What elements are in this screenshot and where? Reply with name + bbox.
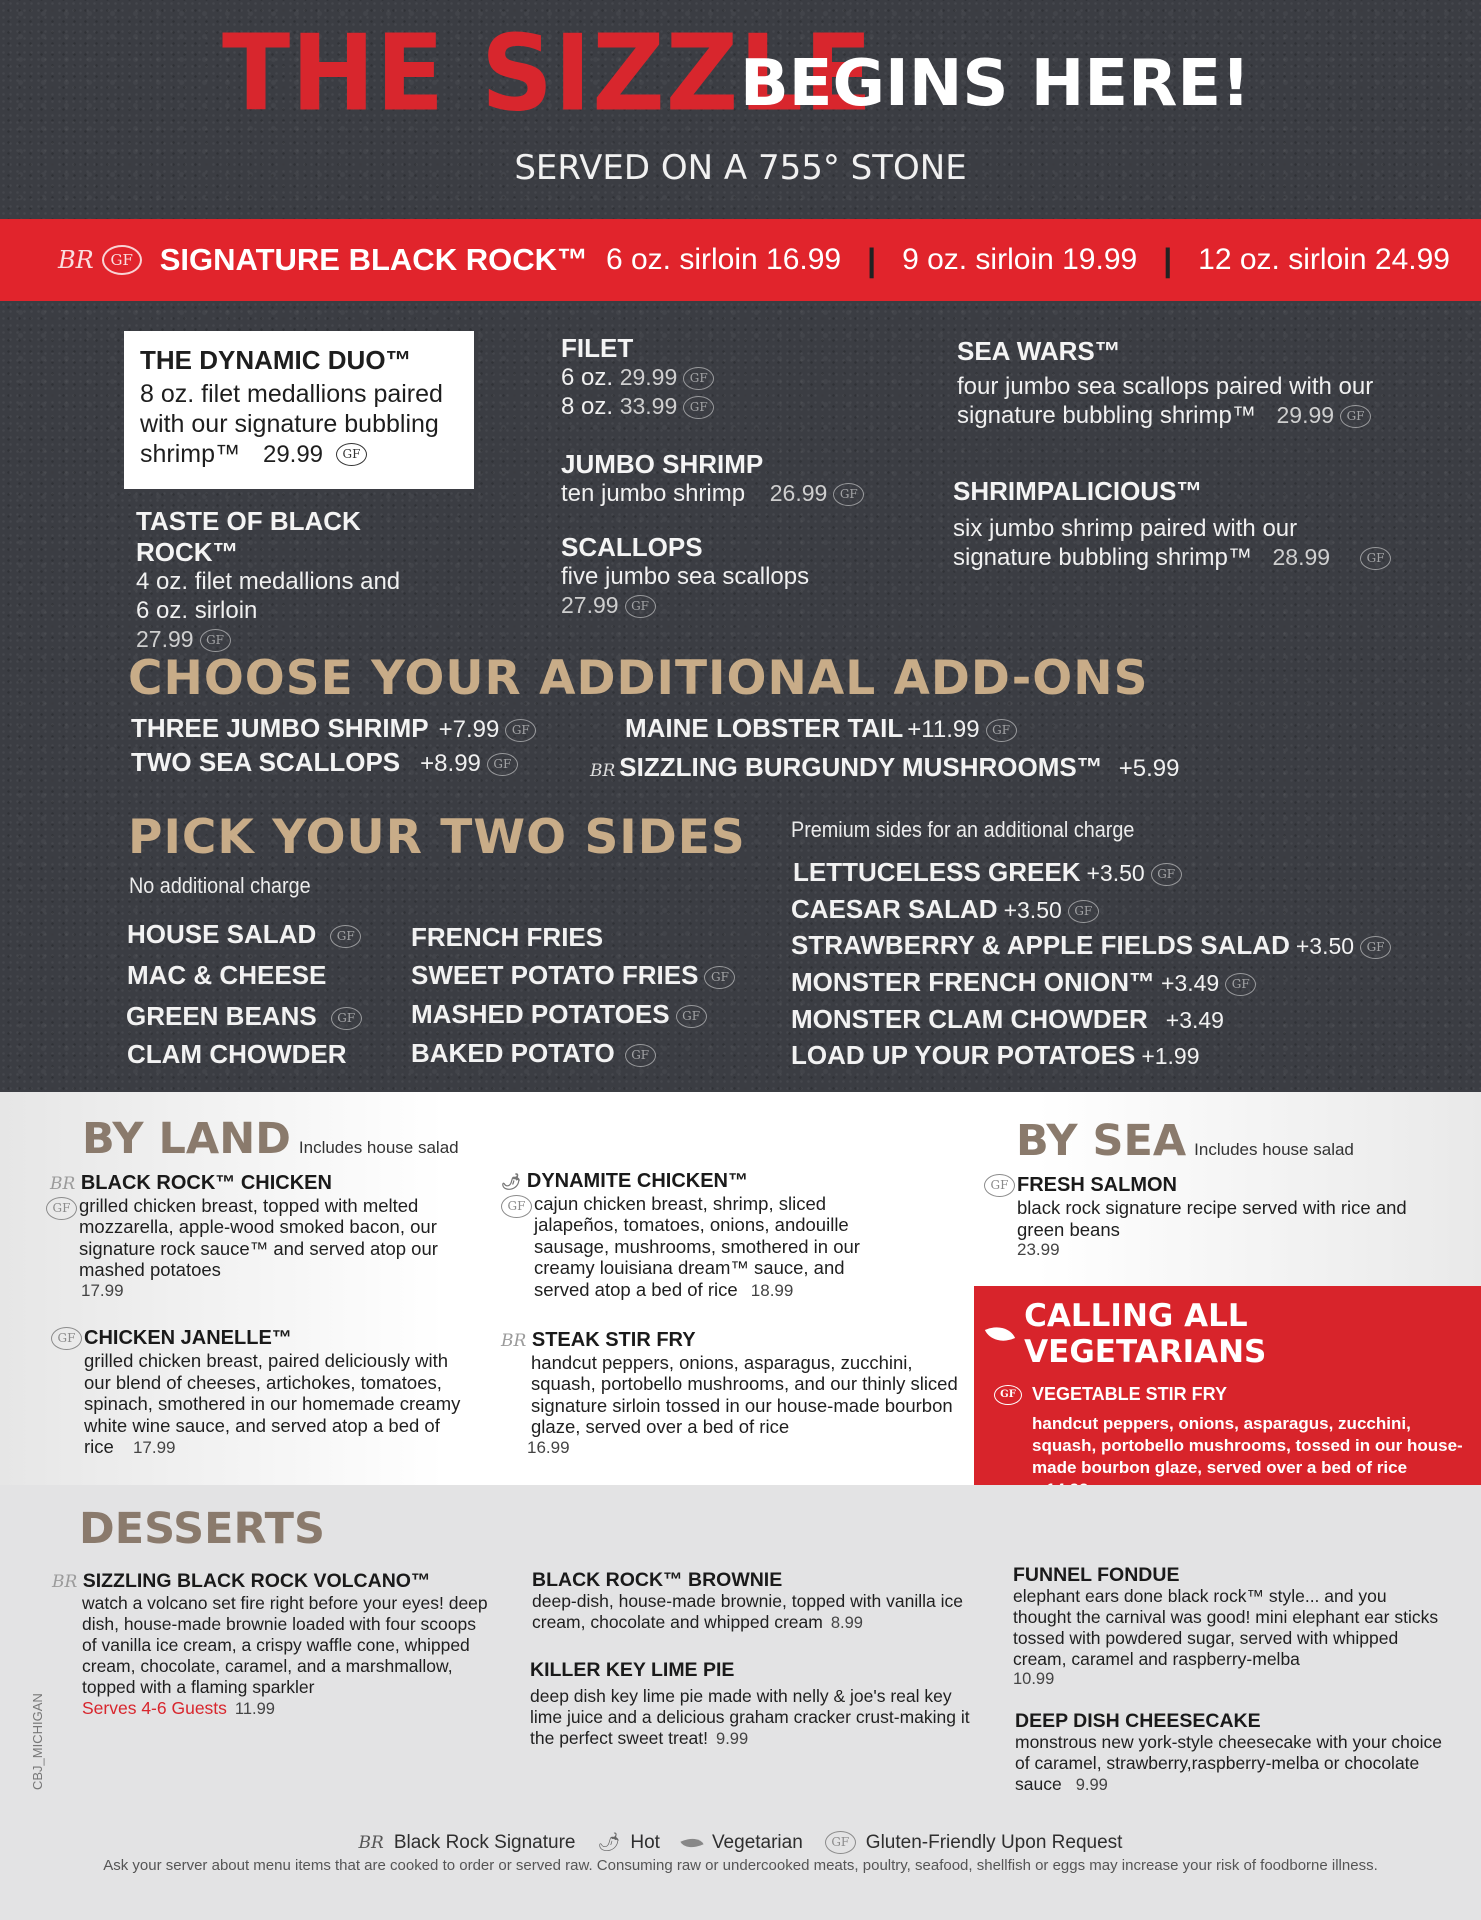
side-price: +3.49	[1165, 1007, 1224, 1033]
item-desc: black rock signature recipe served with rice and green beans	[1017, 1197, 1407, 1240]
desserts-heading: DESSERTS	[79, 1504, 325, 1554]
signature-option: 12 oz. sirloin 24.99	[1198, 243, 1450, 276]
deep-dish-cheesecake	[1015, 1710, 1445, 1796]
funnel-fondue	[1013, 1564, 1443, 1689]
side-item: SWEET POTATO FRIES GF	[411, 962, 735, 989]
item-desc: 8 oz. filet medallions paired with our signature bubbling shrimp™ 29.99 GF	[140, 379, 443, 468]
item-price: 16.99	[527, 1437, 570, 1457]
key-lime-pie	[530, 1659, 970, 1750]
subtitle: SERVED ON A 755° STONE	[514, 148, 967, 188]
item-price: 17.99	[81, 1280, 124, 1300]
item-desc: five jumbo sea scallops	[561, 563, 810, 591]
item-desc: monstrous new york-style cheesecake with your choice of caramel, strawberry,raspberry-melba or chocolate sauce	[1015, 1732, 1442, 1795]
legend-signature: Black Rock Signature	[393, 1831, 576, 1853]
br-signature-icon: BR	[50, 1174, 76, 1194]
separator: |	[867, 241, 877, 278]
addon-item: THREE JUMBO SHRIMP +7.99 GF	[131, 713, 536, 744]
leaf-icon	[985, 1320, 1015, 1348]
item-price: 27.99	[561, 591, 619, 618]
side-item: FRENCH FRIES	[411, 922, 604, 952]
side-price: +1.99	[1141, 1043, 1200, 1069]
gluten-friendly-icon: GF	[683, 367, 714, 390]
premium-side: MONSTER FRENCH ONION™ +3.49 GF	[791, 969, 1256, 996]
item-price: 17.99	[132, 1438, 176, 1458]
fresh-salmon	[984, 1174, 1444, 1260]
premium-side: CAESAR SALAD +3.50 GF	[791, 896, 1099, 923]
item-price: 9.99	[716, 1730, 749, 1749]
item-price: 29.99	[262, 440, 324, 468]
gluten-friendly-icon: GF	[683, 396, 714, 419]
scallops	[561, 532, 931, 619]
side-item: HOUSE SALAD GF	[127, 921, 361, 948]
side-price: +3.49	[1161, 970, 1220, 996]
side-price: +3.50	[1295, 933, 1355, 959]
gluten-friendly-icon: GF	[1340, 405, 1371, 428]
item-desc: handcut peppers, onions, asparagus, zucchini, squash, portobello mushrooms, and our thinly sliced signature sirloin tossed in our house-made bourbon glaze, served over a bed of rice	[531, 1352, 958, 1438]
side-item: MAC & CHEESE	[127, 960, 327, 990]
item-desc: signature bubbling shrimp™	[957, 401, 1256, 429]
item-price: 9.99	[1075, 1776, 1108, 1795]
item-name: THE DYNAMIC DUO™	[140, 345, 412, 375]
side-price: +3.50	[1003, 897, 1062, 923]
br-signature-icon: BR	[358, 1832, 384, 1853]
legend	[0, 1831, 1481, 1854]
region-code: CBJ_MICHIGAN	[30, 1693, 45, 1790]
separator: |	[1163, 241, 1173, 278]
item-name: SIZZLING BLACK ROCK VOLCANO™	[82, 1570, 431, 1592]
item-price: 29.99	[1276, 401, 1335, 428]
item-desc: 6 oz. sirloin	[136, 597, 258, 625]
item-name: TASTE OF BLACK ROCK™	[136, 506, 361, 568]
br-signature-icon: BR	[52, 1572, 78, 1592]
item-price: 10.99	[1013, 1670, 1055, 1689]
item-price: 18.99	[750, 1280, 794, 1300]
item-desc: six jumbo shrimp paired with our	[953, 515, 1298, 543]
gluten-friendly-icon: GF	[994, 1385, 1022, 1405]
section-note: Includes house salad	[298, 1138, 459, 1157]
item-desc: grilled chicken breast, topped with melted mozzarella, apple-wood smoked bacon, our signature rock sauce™ and served atop our mashed potatoes	[79, 1195, 438, 1281]
item-name: DYNAMITE CHICKEN™	[526, 1170, 748, 1192]
gluten-friendly-icon: GF	[1360, 547, 1391, 570]
legend-hot: Hot	[630, 1831, 660, 1853]
by-land-heading: BY LAND Includes house salad	[82, 1114, 459, 1164]
signature-option: 9 oz. sirloin 19.99	[902, 243, 1138, 276]
taste-of-black-rock	[136, 506, 466, 653]
sides-heading: PICK YOUR TWO SIDES	[128, 810, 746, 865]
gluten-friendly-icon: GF	[625, 1044, 656, 1067]
item-desc: deep dish key lime pie made with nelly & joe's real key lime juice and a delicious graham cracker crust-making it the perfect sweet treat!	[530, 1686, 970, 1749]
item-price: 26.99	[769, 480, 828, 507]
item-price: 27.99	[136, 625, 194, 652]
br-signature-icon: BR	[58, 246, 94, 274]
addon-item: BR SIZZLING BURGUNDY MUSHROOMS™ +5.99	[590, 752, 1180, 782]
item-price: 23.99	[1017, 1240, 1060, 1260]
gluten-friendly-icon: GF	[200, 629, 231, 652]
item-desc: signature bubbling shrimp™	[953, 543, 1252, 571]
item-name: STEAK STIR FRY	[531, 1329, 696, 1351]
chicken-janelle	[51, 1327, 471, 1458]
addons-heading: CHOOSE YOUR ADDITIONAL ADD-ONS	[128, 651, 1149, 706]
premium-side: LOAD UP YOUR POTATOES +1.99	[791, 1040, 1200, 1070]
item-name: FILET	[561, 333, 634, 363]
side-item: BAKED POTATO GF	[411, 1040, 656, 1067]
section-note: Includes house salad	[1194, 1140, 1354, 1159]
item-name: BLACK ROCK™ CHICKEN	[80, 1172, 332, 1194]
gluten-friendly-icon: GF	[331, 1007, 362, 1030]
item-name: JUMBO SHRIMP	[561, 449, 764, 479]
gluten-friendly-icon: GF	[1151, 863, 1182, 886]
hot-pepper-icon: 🌶	[597, 1832, 621, 1852]
gluten-friendly-icon: GF	[1068, 900, 1099, 923]
no-charge-note: No additional charge	[129, 873, 311, 898]
item-name: FRESH SALMON	[1017, 1174, 1177, 1196]
disclaimer: Ask your server about menu items that are cooked to order or served raw. Consuming raw or undercooked meats, poultry, seafood, shellfish or eggs may increase your risk of foodborne illness.	[103, 1857, 1378, 1874]
premium-side: STRAWBERRY & APPLE FIELDS SALAD +3.50 GF	[791, 932, 1391, 959]
premium-side: LETTUCELESS GREEK +3.50 GF	[793, 859, 1182, 886]
item-desc: ten jumbo shrimp	[561, 480, 746, 508]
item-price: 29.99	[619, 364, 678, 391]
gluten-friendly-icon: GF	[336, 443, 367, 466]
item-price: 28.99	[1272, 543, 1331, 570]
serves-note: Serves 4-6 Guests	[82, 1697, 227, 1718]
item-price: 8.99	[830, 1614, 863, 1633]
legend-vegetarian: Vegetarian	[711, 1831, 803, 1853]
dynamic-duo-card	[124, 331, 474, 489]
item-desc: deep-dish, house-made brownie, topped with vanilla ice cream, chocolate and whipped cream	[532, 1591, 963, 1633]
volcano	[52, 1570, 492, 1719]
side-item: GREEN BEANS GF	[126, 1003, 362, 1030]
item-name: VEGETABLE STIR FRY	[1032, 1384, 1228, 1404]
black-rock-chicken	[50, 1172, 490, 1301]
by-sea-heading: BY SEA Includes house salad	[1016, 1116, 1354, 1166]
premium-note: Premium sides for an additional charge	[791, 817, 1135, 842]
item-name: BLACK ROCK™ BROWNIE	[532, 1569, 783, 1591]
item-desc: four jumbo sea scallops paired with our	[957, 373, 1374, 401]
addon-item: MAINE LOBSTER TAIL +11.99 GF	[625, 713, 1017, 744]
jumbo-shrimp	[561, 449, 931, 509]
signature-option: 6 oz. sirloin 16.99	[605, 243, 842, 276]
hot-pepper-icon: 🌶	[501, 1174, 522, 1191]
gluten-friendly-icon: GF	[102, 245, 142, 275]
item-name: CHICKEN JANELLE™	[84, 1327, 292, 1349]
gluten-friendly-icon: GF	[1360, 936, 1391, 959]
addon-price: +8.99	[420, 750, 481, 777]
br-signature-icon: BR	[590, 761, 616, 781]
item-name: DEEP DISH CHEESECAKE	[1015, 1710, 1261, 1732]
gluten-friendly-icon: GF	[625, 595, 656, 618]
item-name: SEA WARS™	[957, 336, 1121, 366]
title-sizzle: THE SIZZLE	[222, 12, 874, 135]
item-desc: elephant ears done black rock™ style... and you thought the carnival was good! mini elephant ear sticks tossed with powdered sugar, served with whipped cream, caramel and raspberry-melba	[1013, 1586, 1439, 1670]
gluten-friendly-icon: GF	[51, 1327, 82, 1350]
filet	[561, 333, 861, 422]
gluten-friendly-icon: GF	[330, 925, 361, 948]
gluten-friendly-icon: GF	[984, 1174, 1015, 1197]
item-desc: 4 oz. filet medallions and	[136, 568, 401, 596]
item-price: 11.99	[234, 1699, 275, 1718]
item-name: KILLER KEY LIME PIE	[530, 1659, 735, 1681]
vegetarian-box	[974, 1286, 1481, 1485]
shrimpalicious	[953, 476, 1453, 573]
addon-price: +11.99	[907, 716, 980, 743]
vegetarian-heading: CALLING ALL VEGETARIANS	[1024, 1298, 1267, 1370]
br-signature-icon: BR	[501, 1331, 527, 1351]
side-item: MASHED POTATOES GF	[411, 1001, 707, 1028]
item-desc: cajun chicken breast, shrimp, sliced jalapeños, tomatoes, onions, andouille sausage, mushrooms, smothered in our creamy louisiana dream™ sauce, and served atop a bed of rice	[534, 1193, 860, 1300]
side-price: +3.50	[1086, 860, 1145, 886]
addon-price: +5.99	[1118, 755, 1180, 782]
addon-item: TWO SEA SCALLOPS +8.99 GF	[131, 747, 518, 778]
item-name: FUNNEL FONDUE	[1013, 1564, 1180, 1586]
signature-name: SIGNATURE BLACK ROCK™	[159, 242, 588, 277]
gluten-friendly-icon: GF	[704, 966, 735, 989]
gluten-friendly-icon: GF	[833, 483, 864, 506]
item-desc: grilled chicken breast, paired deliciously with our blend of cheeses, artichokes, tomatoes, spinach, smothered in our homemade creamy white wine sauce, and served atop a bed of rice	[84, 1350, 461, 1458]
signature-bar	[0, 219, 1481, 301]
item-name: SHRIMPALICIOUS™	[953, 476, 1203, 506]
size: 6 oz.	[561, 364, 614, 392]
gluten-friendly-icon: GF	[505, 719, 536, 742]
gluten-friendly-icon: GF	[487, 753, 518, 776]
gluten-friendly-icon: GF	[986, 719, 1017, 742]
side-item: CLAM CHOWDER	[127, 1039, 347, 1069]
item-price: 33.99	[619, 392, 678, 419]
brownie	[532, 1569, 982, 1634]
leaf-icon	[680, 1833, 703, 1852]
dynamite-chicken	[501, 1170, 901, 1301]
item-desc: watch a volcano set fire right before your eyes! deep dish, house-made brownie loaded with four scoops of vanilla ice cream, a crispy waffle cone, whipped cream, chocolate, caramel, and a marshmallow, topped with a flaming sparkler	[82, 1592, 488, 1697]
item-desc: handcut peppers, onions, asparagus, zucchini, squash, portobello mushrooms, tossed in our house-made bourbon glaze, served over a bed of rice	[1032, 1414, 1463, 1478]
gluten-friendly-icon: GF	[676, 1005, 707, 1028]
legend-gluten: Gluten-Friendly Upon Request	[865, 1831, 1123, 1853]
gluten-friendly-icon: GF	[46, 1197, 77, 1220]
addon-price: +7.99	[438, 716, 500, 743]
title-begins-here: BEGINS HERE!	[740, 47, 1251, 121]
premium-side: MONSTER CLAM CHOWDER +3.49	[791, 1004, 1224, 1034]
steak-stir-fry	[501, 1329, 961, 1458]
item-name: SCALLOPS	[561, 532, 703, 562]
sea-wars	[957, 336, 1457, 431]
gluten-friendly-icon: GF	[501, 1195, 532, 1218]
size: 8 oz.	[561, 392, 614, 420]
gluten-friendly-icon: GF	[825, 1831, 856, 1854]
gluten-friendly-icon: GF	[1225, 973, 1256, 996]
